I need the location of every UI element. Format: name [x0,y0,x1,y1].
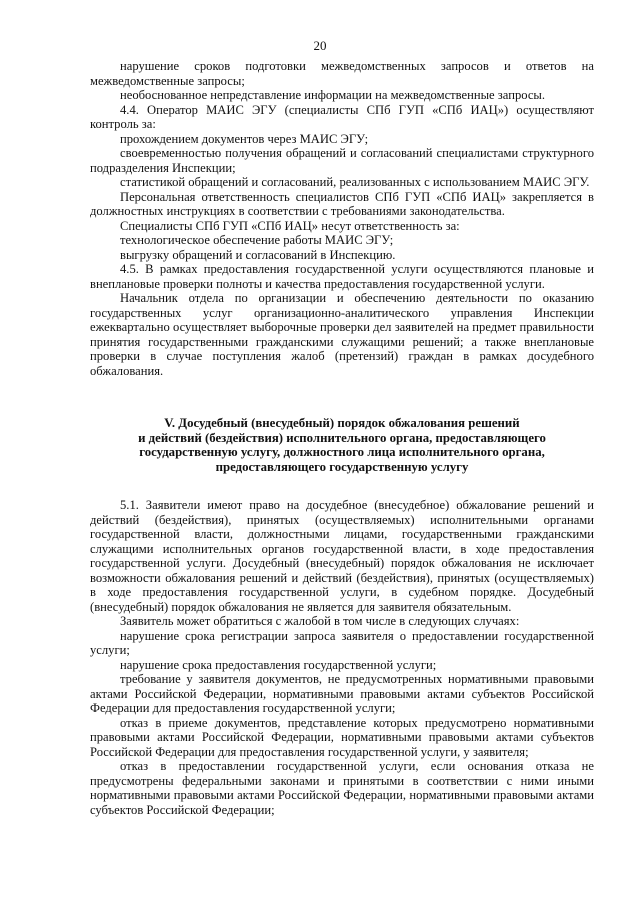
paragraph: отказ в предоставлении государственной услуги, если основания отказа не предусмотрены федеральными законами и принятыми в соответствии с ними иными нормативными правовыми актами Российской Федерации, нормативными правовыми актами субъектов Российской Федерации; [90,759,594,817]
paragraph: 4.4. Оператор МАИС ЭГУ (специалисты СПб ГУП «СПб ИАЦ») осуществляют контроль за: [90,102,594,131]
paragraph: Персональная ответственность специалистов СПб ГУП «СПб ИАЦ» закрепляется в должностных инструкциях в соответствии с требованиями законодательства. [90,189,594,218]
paragraph: выгрузку обращений и согласований в Инспекцию. [120,247,396,262]
section-heading-line: и действий (бездействия) исполнительного органа, предоставляющего [138,430,546,445]
paragraph: нарушение срока предоставления государственной услуги; [120,657,437,672]
section-heading-line: V. Досудебный (внесудебный) порядок обжалования решений [164,416,520,430]
paragraph: нарушение срока регистрации запроса заявителя о предоставлении государственной услуги; [90,628,594,658]
paragraph: Специалисты СПб ГУП «СПб ИАЦ» несут ответственность за: [120,218,460,233]
paragraph: требование у заявителя документов, не предусмотренных нормативными правовыми актами Российской Федерации, нормативными правовыми актами субъектов Российской Федерации для предоставления государственной услуги; [90,672,594,716]
paragraph: Заявитель может обратиться с жалобой в том числе в следующих случаях: [120,614,520,629]
paragraph: 5.1. Заявители имеют право на досудебное (внесудебное) обжалование решений и действий (бездействия), принятых (осуществляемых) исполнительными органами государственной власти, должностными лицами, государственными гражданскими служащими исполнительных органов государственной власти, в ходе предоставления государственной услуги. Досудебный (внесудебный) порядок обжалования не исключает возможности обжалования решений и действий (бездействия), принятых (осуществляемых) в ходе предоставления государственной услуги, в судебном порядке. Досудебный (внесудебный) порядок обжалования не является для заявителя обязательным. [90,498,594,614]
page-number: 20 [313,38,327,53]
section-heading-line: предоставляющего государственную услугу [215,459,469,474]
paragraph: Начальник отдела по организации и обеспечению деятельности по оказанию государственных услуг организационно-аналитического управления Инспекции ежеквартально осуществляет выборочные проверки дел заявителей на предмет правильности принятия государственными гражданскими служащими решений; а также внеплановые проверки в случае поступления жалоб (претензий) граждан в рамках досудебного обжалования. [90,291,594,378]
paragraph: 4.5. В рамках предоставления государственной услуги осуществляются плановые и внеплановые проверки полноты и качества предоставления государственной услуги. [90,262,594,291]
section-heading [90,416,594,474]
paragraph: своевременностью получения обращений и согласований специалистами структурного подразделения Инспекции; [90,146,594,175]
paragraph: нарушение сроков подготовки межведомственных запросов и ответов на межведомственные запросы; [90,59,594,88]
paragraph: статистикой обращений и согласований, реализованных с использованием МАИС ЭГУ. [120,175,590,189]
paragraph: прохождением документов через МАИС ЭГУ; [120,131,369,146]
paragraph: необоснованное непредставление информации на межведомственные запросы. [120,88,546,102]
paragraph: отказ в приеме документов, представление которых предусмотрено нормативными правовыми актами Российской Федерации, нормативными правовыми актами субъектов Российской Федерации для предоставления государственной услуги, у заявителя; [90,715,594,759]
document-body [90,59,594,817]
section-heading-line: государственную услугу, должностного лица исполнительного органа, [139,445,545,460]
paragraph: технологическое обеспечение работы МАИС ЭГУ; [120,233,394,247]
